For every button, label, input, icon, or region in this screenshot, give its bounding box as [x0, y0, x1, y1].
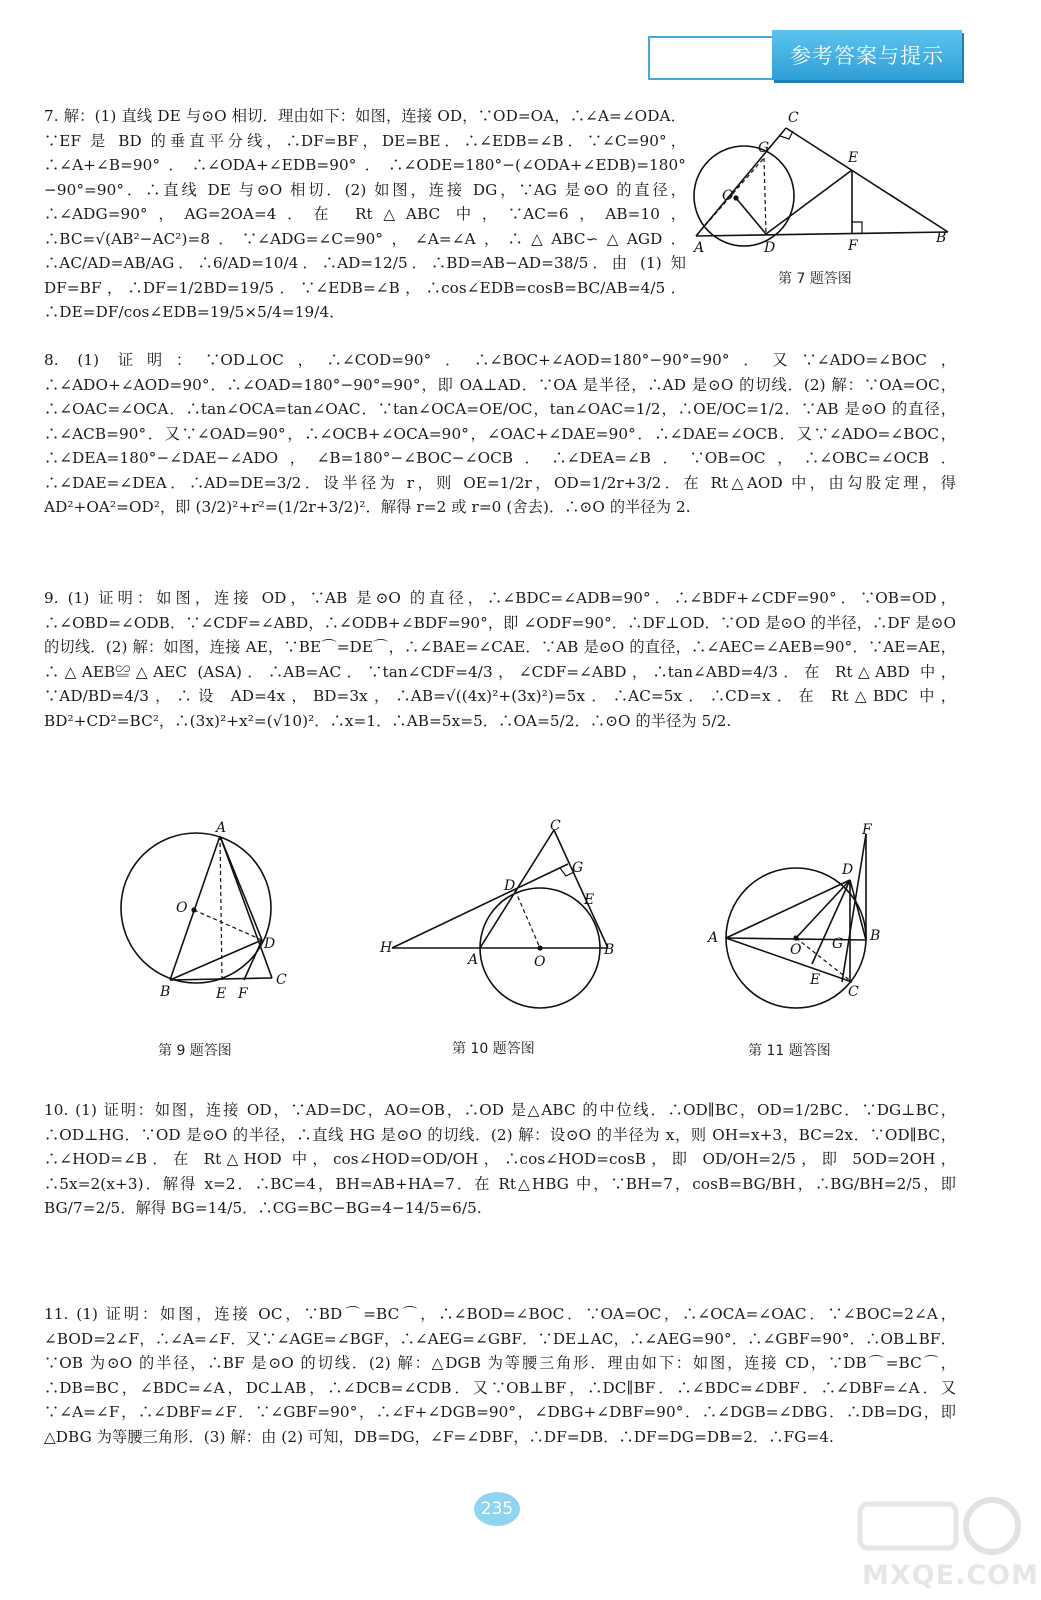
point-label: F	[862, 822, 872, 838]
point-label: O	[176, 900, 188, 916]
point-label: D	[764, 240, 776, 256]
figure-10-diagram	[372, 818, 632, 1018]
figure-9-diagram	[112, 820, 312, 1010]
point-label: E	[848, 150, 859, 166]
point-label: F	[238, 986, 248, 1002]
point-label: A	[708, 930, 719, 946]
point-label: G	[832, 936, 844, 952]
point-label: B	[604, 942, 615, 958]
page-number: 235	[474, 1492, 520, 1526]
problem-7-text: 7. 解：(1) 直线 DE 与⊙O 相切．理由如下：如图，连接 OD，∵OD=OA，∴∠A=∠ODA．∵EF 是 BD 的垂直平分线，∴DF=BF，DE=BE．∴∠EDB=∠B．∵∠C=90°，∴∠A+∠B=90°．∴∠ODA+∠EDB=90°．∴∠ODE=180°−(∠ODA+∠EDB)=180°−90°=90°．∴直线 DE 与⊙O 相切．(2) 如图，连接 DG，∵AG 是⊙O 的直径，∴∠ADG=90°，AG=2OA=4．在 Rt△ABC 中，∵AC=6，AB=10，∴BC=√(AB²−AC²)=8．∵∠ADG=∠C=90°，∠A=∠A，∴△ABC∽△AGD．∴AC/AD=AB/AG．∴6/AD=10/4．∴AD=12/5．∴BD=AB−AD=38/5．由 (1) 知 DF=BF，∴DF=1/2BD=19/5．∵∠EDB=∠B，∴cos∠EDB=cosB=BC/AB=4/5．∴DE=DF/cos∠EDB=19/5×5/4=19/4．	[44, 107, 686, 321]
point-label: O	[790, 942, 802, 958]
point-label: G	[758, 140, 770, 156]
point-label: C	[788, 110, 799, 126]
point-label: D	[842, 862, 854, 878]
point-label: G	[572, 860, 584, 876]
problem-11-text: 11. (1) 证明：如图，连接 OC，∵BD⌒=BC⌒，∴∠BOD=∠BOC．∵OA=OC，∴∠OCA=∠OAC．∵∠BOC=2∠A，∠BOD=2∠F，∴∠A=∠F．又∵∠AGE=∠BGF，∴∠AEG=∠GBF．∵DE⊥AC，∴∠AEG=90°．∴∠GBF=90°．∴OB⊥BF．∵OB 为⊙O 的半径，∴BF 是⊙O 的切线．(2) 解：△DGB 为等腰三角形．理由如下：如图，连接 CD，∵DB⌒=BC⌒，∴DB=BC，∠BDC=∠A，DC⊥AB，∴∠DCB=∠CDB．又∵OB⊥BF，∴DC∥BF．∴∠BDC=∠DBF．∴∠DBF=∠A．又∵∠A=∠F，∴∠DBF=∠F．∵∠GBF=90°，∴∠F+∠DGB=90°，∠DBG+∠DBF=90°．∴∠DGB=∠DBG．∴DB=DG，即△DBG 为等腰三角形．(3) 解：由 (2) 可知，DB=DG，∠F=∠DBF，∴DF=DB．∴DF=DG=DB=2．∴FG=4.	[44, 1305, 956, 1446]
point-label: E	[216, 986, 227, 1002]
header-frame	[648, 36, 774, 80]
point-label: F	[848, 238, 858, 254]
figure-10-caption: 第 10 题答图	[452, 1041, 535, 1057]
point-label: C	[550, 818, 561, 834]
point-label: O	[534, 954, 546, 970]
point-label: E	[584, 892, 595, 908]
problem-8-text: 8. (1) 证明：∵OD⊥OC，∴∠COD=90°．∴∠BOC+∠AOD=180°−90°=90°．又∵∠ADO=∠BOC，∴∠ADO+∠AOD=90°．∴∠OAD=180°−90°=90°，即 OA⊥AD．∵OA 是半径，∴AD 是⊙O 的切线．(2) 解：∵OA=OC，∴∠OAC=∠OCA．∴tan∠OCA=tan∠OAC．∵tan∠OCA=OE/OC，tan∠OAC=1/2，∴OE/OC=1/2．∵AB 是⊙O 的直径，∴∠ACB=90°．又∵∠OAD=90°，∴∠OCB+∠OCA=90°，∠OAC+∠DAE=90°．∴∠DAE=∠OCB．又∵∠ADO=∠BOC，∴∠DEA=180°−∠DAE−∠ADO，∠B=180°−∠BOC−∠OCB．∴∠DEA=∠B．∵OB=OC，∴∠OBC=∠OCB．∴∠DAE=∠DEA．∴AD=DE=3/2．设半径为 r，则 OE=1/2r，OD=1/2r+3/2．在 Rt△AOD 中，由勾股定理，得 AD²+OA²=OD²，即 (3/2)²+r²=(1/2r+3/2)²．解得 r=2 或 r=0 (舍去)．∴⊙O 的半径为 2.	[44, 351, 956, 516]
point-label: B	[160, 984, 171, 1000]
figure-11-caption: 第 11 题答图	[748, 1043, 831, 1059]
header-section-tab: 参考答案与提示	[772, 30, 962, 80]
problem-9-text: 9. (1) 证明：如图，连接 OD，∵AB 是⊙O 的直径，∴∠BDC=∠ADB=90°．∴∠BDF+∠CDF=90°．∵OB=OD，∴∠OBD=∠ODB．∵∠CDF=∠ABD，∴∠ODB+∠BDF=90°，即 ∠ODF=90°．∴DF⊥OD．∵OD 是⊙O 的半径，∴DF 是⊙O 的切线．(2) 解：如图，连接 AE，∵BE⌒=DE⌒，∴∠BAE=∠CAE．∵AB 是⊙O 的直径，∴∠AEC=∠AEB=90°．∵AE=AE，∴△AEB≌△AEC (ASA)．∴AB=AC．∵tan∠CDF=4/3，∠CDF=∠ABD，∴tan∠ABD=4/3．在 Rt△ABD 中，∵AD/BD=4/3，∴设 AD=4x，BD=3x，∴AB=√((4x)²+(3x)²)=5x．∴AC=5x．∴CD=x．在 Rt△BDC 中，BD²+CD²=BC²，∴(3x)²+x²=(√10)²．∴x=1．∴AB=5x=5．∴OA=5/2．∴⊙O 的半径为 5/2.	[44, 589, 956, 730]
watermark-text: MXQE.COM	[862, 1560, 1039, 1591]
point-label: O	[722, 188, 734, 204]
point-label: D	[504, 878, 516, 894]
point-label: B	[870, 928, 881, 944]
figure-11-diagram	[700, 822, 900, 1012]
figure-7-diagram	[680, 100, 970, 270]
point-label: A	[216, 820, 227, 836]
point-label: A	[694, 240, 705, 256]
point-label: B	[936, 230, 947, 246]
point-label: D	[264, 936, 276, 952]
point-label: E	[810, 972, 821, 988]
point-label: C	[276, 972, 287, 988]
figure-7-caption: 第 7 题答图	[778, 271, 852, 287]
problem-10-text: 10. (1) 证明：如图，连接 OD，∵AD=DC，AO=OB，∴OD 是△ABC 的中位线．∴OD∥BC，OD=1/2BC．∵DG⊥BC，∴OD⊥HG．∵OD 是⊙O 的半径，∴直线 HG 是⊙O 的切线．(2) 解：设⊙O 的半径为 x，则 OH=x+3，BC=2x．∵OD∥BC，∴∠HOD=∠B．在 Rt△HOD 中，cos∠HOD=OD/OH，∴cos∠HOD=cosB，即 OD/OH=2/5，即 5OD=2OH，∴5x=2(x+3)．解得 x=2．∴BC=4，BH=AB+HA=7．在 Rt△HBG 中，∵BH=7，cosB=BG/BH，∴BG/BH=2/5，即 BG/7=2/5．解得 BG=14/5．∴CG=BC−BG=4−14/5=6/5.	[44, 1101, 956, 1217]
point-label: A	[468, 952, 479, 968]
figure-9-caption: 第 9 题答图	[158, 1043, 232, 1059]
point-label: H	[380, 940, 393, 956]
point-label: C	[848, 984, 859, 1000]
